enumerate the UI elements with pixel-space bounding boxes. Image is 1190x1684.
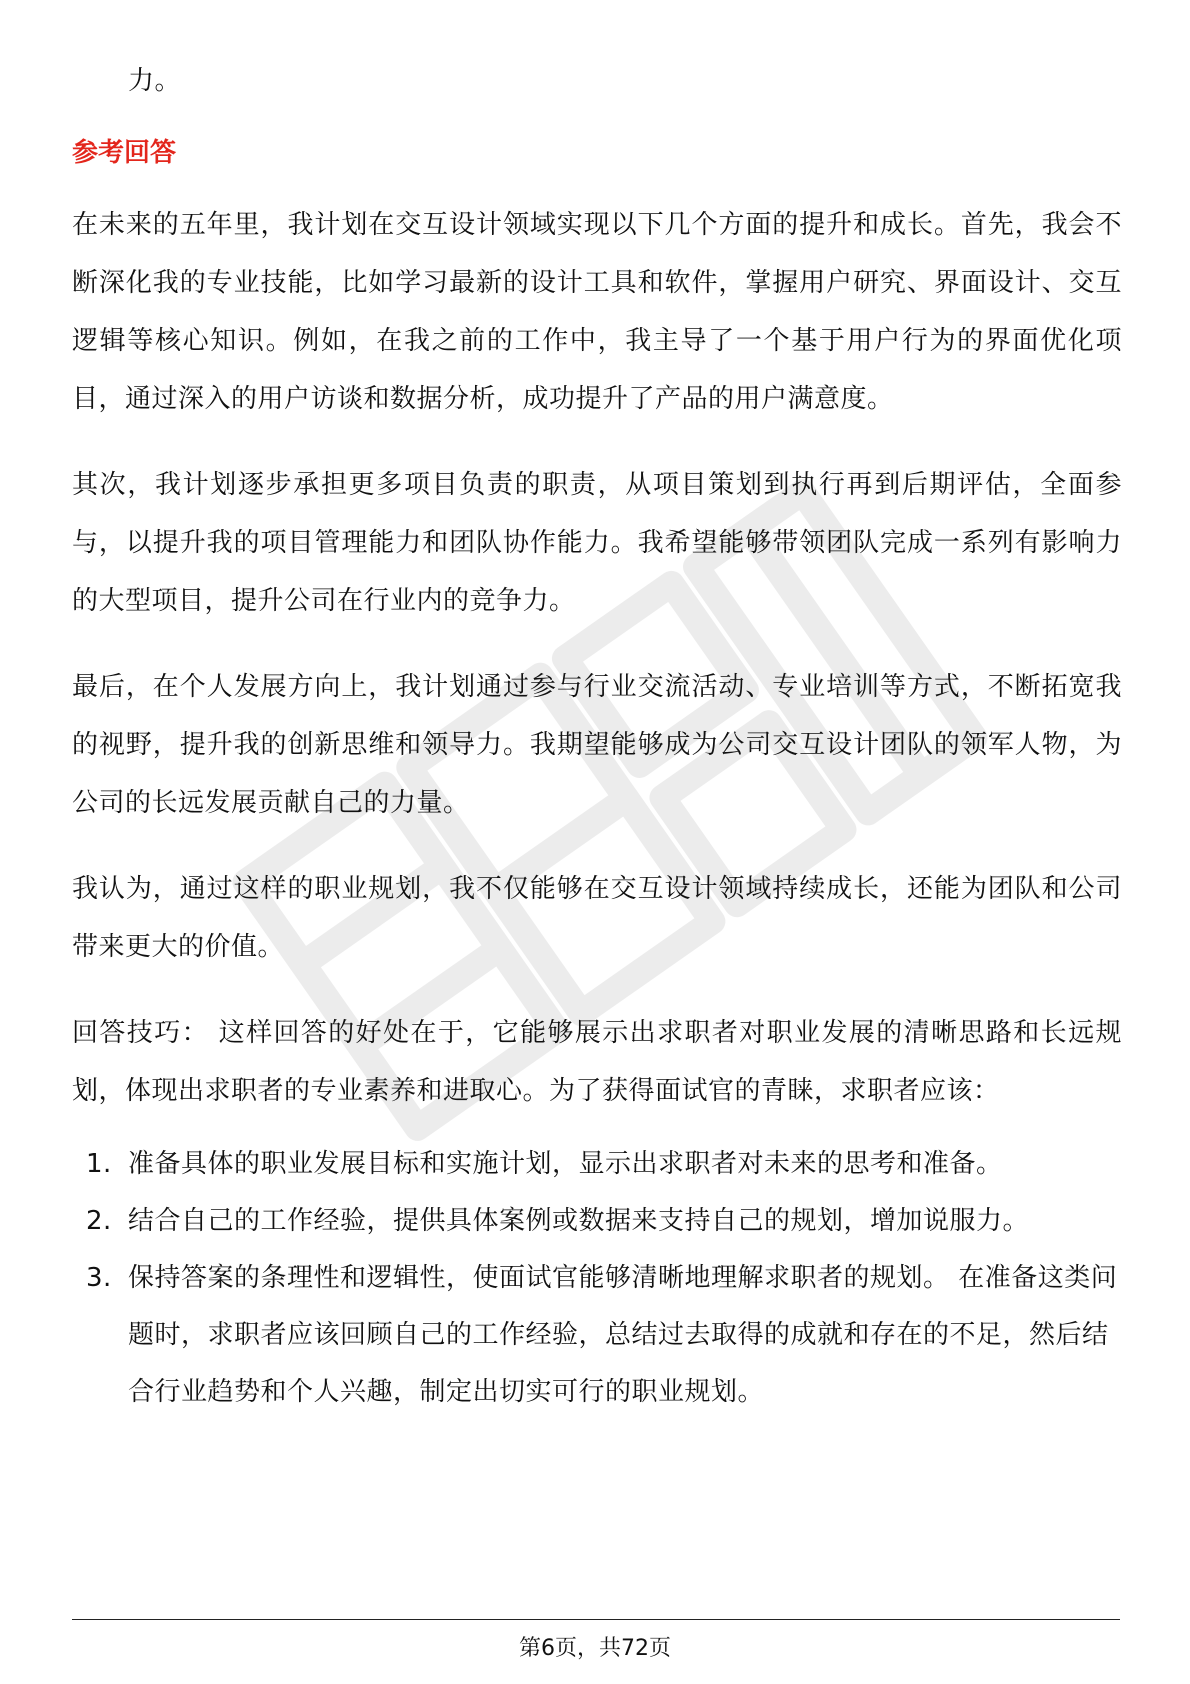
main-content bbox=[72, 52, 1122, 1421]
answer-paragraph-3: 最后，在个人发展方向上，我计划通过参与行业交流活动、专业培训等方式，不断拓宽我的视野，提升我的创新思维和领导力。我期望能够成为公司交互设计团队的领军人物，为公司的长远发展贡献自己的力量。 bbox=[72, 672, 1122, 818]
answer-paragraph-4: 我认为，通过这样的职业规划，我不仅能够在交互设计领域持续成长，还能为团队和公司带来更大的价值。 bbox=[72, 874, 1122, 962]
list-item-text: 准备具体的职业发展目标和实施计划，显示出求职者对未来的思考和准备。 bbox=[128, 1149, 1003, 1179]
list-item-text: 保持答案的条理性和逻辑性，使面试官能够清晰地理解求职者的规划。 在准备这类问题时，求职者应该回顾自己的工作经验，总结过去取得的成就和存在的不足，然后结合行业趋势和个人兴趣，制定出切实可行的职业规划。 bbox=[128, 1263, 1118, 1407]
list-item bbox=[72, 1193, 1122, 1250]
tips-paragraph: 回答技巧： 这样回答的好处在于，它能够展示出求职者对职业发展的清晰思路和长远规划，体现出求职者的专业素养和进取心。为了获得面试官的青睐，求职者应该： bbox=[72, 1018, 1122, 1106]
answer-paragraph-1: 在未来的五年里，我计划在交互设计领域实现以下几个方面的提升和成长。首先，我会不断深化我的专业技能，比如学习最新的设计工具和软件，掌握用户研究、界面设计、交互逻辑等核心知识。例如，在我之前的工作中，我主导了一个基于用户行为的界面优化项目，通过深入的用户访谈和数据分析，成功提升了产品的用户满意度。 bbox=[72, 210, 1122, 414]
list-item-number: 2. bbox=[86, 1206, 112, 1236]
list-item-number: 3. bbox=[86, 1263, 112, 1293]
section-heading: 参考回答 bbox=[72, 138, 177, 168]
list-item-number: 1. bbox=[86, 1149, 112, 1179]
footer-divider bbox=[72, 1619, 1120, 1620]
list-item bbox=[72, 1136, 1122, 1193]
list-item-text: 结合自己的工作经验，提供具体案例或数据来支持自己的规划，增加说服力。 bbox=[128, 1206, 1030, 1236]
list-item bbox=[72, 1250, 1122, 1421]
tips-list bbox=[72, 1136, 1122, 1421]
page-number: 第6页，共72页 bbox=[519, 1636, 671, 1661]
continuation-text: 力。 bbox=[128, 66, 182, 96]
answer-paragraph-2: 其次，我计划逐步承担更多项目负责的职责，从项目策划到执行再到后期评估，全面参与，以提升我的项目管理能力和团队协作能力。我希望能够带领团队完成一系列有影响力的大型项目，提升公司在行业内的竞争力。 bbox=[72, 470, 1122, 616]
